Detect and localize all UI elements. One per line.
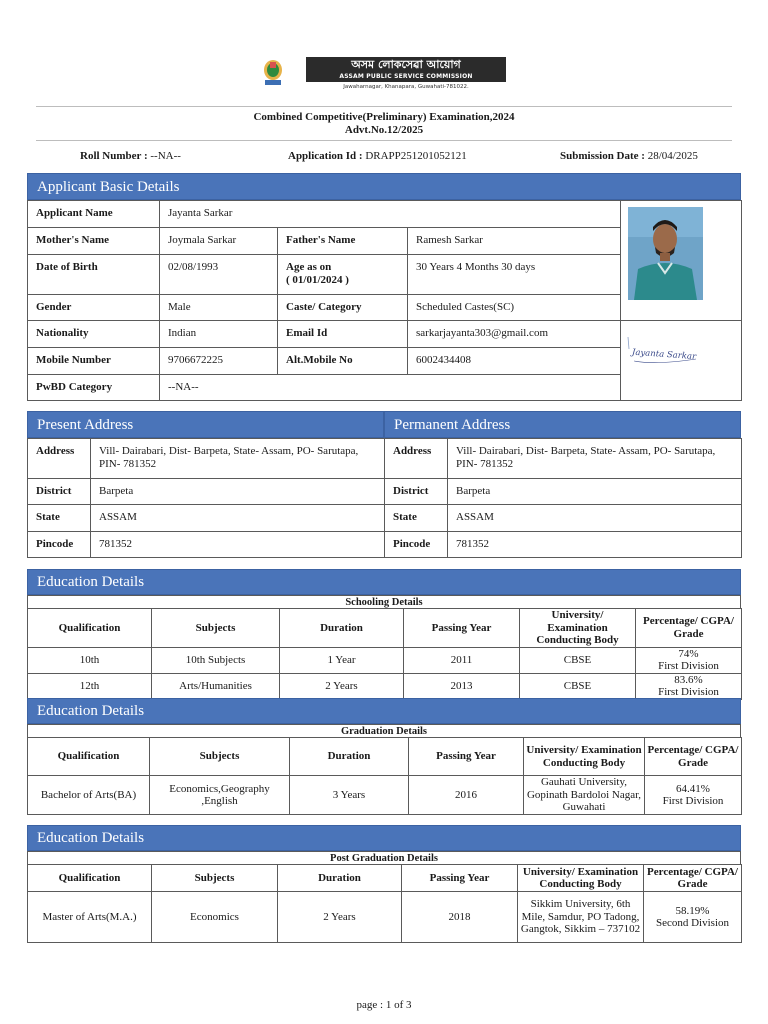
cell-qualification: 12th (28, 673, 152, 699)
dob-label: Date of Birth (28, 255, 160, 295)
mobile-label: Mobile Number (28, 348, 160, 375)
applicant-name-label: Applicant Name (28, 201, 160, 228)
cell-subjects: Economics,Geography ,English (150, 776, 290, 815)
permanent-address-label: Address (385, 439, 448, 479)
present-address-label: Address (28, 439, 91, 479)
table-row (28, 892, 742, 943)
cell-passing-year: 2013 (404, 673, 520, 699)
apsc-logo (306, 57, 506, 82)
permanent-state-value: ASSAM (448, 505, 742, 532)
application-id-value: DRAPP251201052121 (365, 150, 467, 162)
col-percentage: Percentage/ CGPA/ Grade (636, 609, 742, 648)
caste-label: Caste/ Category (278, 295, 408, 321)
cell-duration: 2 Years (280, 673, 404, 699)
present-district-label: District (28, 479, 91, 505)
nationality-value: Indian (160, 321, 278, 348)
cell-qualification: Bachelor of Arts(BA) (28, 776, 150, 815)
schooling-table (27, 608, 742, 700)
col-passing-year: Passing Year (402, 865, 518, 892)
permanent-address-table (384, 438, 742, 558)
applicant-signature (626, 335, 706, 371)
present-state-value: ASSAM (91, 505, 385, 532)
percentage-value: 58.19% (675, 904, 710, 917)
gender-value: Male (160, 295, 278, 321)
division-value: First Division (658, 686, 719, 698)
cell-passing-year: 2018 (402, 892, 518, 943)
postgrad-table (27, 864, 742, 943)
mother-name-value: Joymala Sarkar (160, 228, 278, 255)
present-district-value: Barpeta (91, 479, 385, 505)
nationality-label: Nationality (28, 321, 160, 348)
divider (36, 140, 732, 141)
advt-number: Advt.No.12/2025 (344, 124, 424, 136)
cell-conducting-body: Gauhati University, Gopinath Bardoloi Nagar, Guwahati (524, 776, 645, 815)
col-passing-year: Passing Year (409, 738, 524, 776)
cell-passing-year: 2011 (404, 647, 520, 673)
schooling-subheading: Schooling Details (27, 595, 741, 608)
alt-mobile-value: 6002434408 (408, 348, 621, 375)
permanent-pincode-value: 781352 (448, 532, 742, 558)
cell-subjects: Economics (152, 892, 278, 943)
col-qualification: Qualification (28, 865, 152, 892)
father-name-value: Ramesh Sarkar (408, 228, 621, 255)
page-header (0, 52, 768, 98)
age-label-line1: Age as on (286, 261, 332, 273)
applicant-photo (628, 207, 703, 300)
col-duration: Duration (278, 865, 402, 892)
permanent-state-label: State (385, 505, 448, 532)
cell-duration: 1 Year (280, 647, 404, 673)
col-conducting-body: University/ Examination Conducting Body (518, 865, 644, 892)
exam-title-block (0, 111, 768, 137)
col-passing-year: Passing Year (404, 609, 520, 648)
col-conducting-body: University/ Examination Conducting Body (524, 738, 645, 776)
percentage-value: 64.41% (676, 782, 710, 795)
applicant-basic-details-heading: Applicant Basic Details (27, 173, 741, 200)
col-duration: Duration (280, 609, 404, 648)
cell-conducting-body: CBSE (520, 673, 636, 699)
mobile-value: 9706672225 (160, 348, 278, 375)
cell-qualification: Master of Arts(M.A.) (28, 892, 152, 943)
col-subjects: Subjects (152, 865, 278, 892)
pwbd-label: PwBD Category (28, 375, 160, 401)
father-name-label: Father's Name (278, 228, 408, 255)
page-number: page : 1 of 3 (356, 999, 412, 1011)
roll-number-label: Roll Number : (80, 150, 148, 162)
cell-qualification: 10th (28, 647, 152, 673)
graduation-heading: Education Details (27, 698, 741, 724)
present-address-heading: Present Address (27, 411, 384, 438)
schooling-heading: Education Details (27, 569, 741, 595)
permanent-district-label: District (385, 479, 448, 505)
col-qualification: Qualification (28, 738, 150, 776)
cell-percentage (636, 673, 742, 699)
present-state-label: State (28, 505, 91, 532)
org-name-assamese: অসম লোকসেৱা আয়োগ (351, 58, 461, 71)
postgrad-subheading: Post Graduation Details (27, 851, 741, 864)
mother-name-label: Mother's Name (28, 228, 160, 255)
cell-duration: 3 Years (290, 776, 409, 815)
applicant-basic-table (27, 200, 742, 401)
col-percentage: Percentage/ CGPA/ Grade (644, 865, 742, 892)
roll-number (80, 149, 181, 163)
table-row (28, 776, 742, 815)
cell-percentage (644, 892, 742, 943)
graduation-subheading: Graduation Details (27, 724, 741, 737)
present-pincode-value: 781352 (91, 532, 385, 558)
svg-text:Jayanta Sarkar: Jayanta Sarkar (631, 347, 697, 363)
cell-duration: 2 Years (278, 892, 402, 943)
application-id-label: Application Id : (288, 150, 363, 162)
col-qualification: Qualification (28, 609, 152, 648)
exam-title: Combined Competitive(Preliminary) Examination,2024 (253, 111, 515, 123)
submission-date-label: Submission Date : (560, 150, 645, 162)
cell-passing-year: 2016 (409, 776, 524, 815)
table-row (28, 673, 742, 699)
cell-subjects: 10th Subjects (152, 647, 280, 673)
present-address-table (27, 438, 385, 558)
dob-value: 02/08/1993 (160, 255, 278, 295)
postgrad-heading: Education Details (27, 825, 741, 851)
table-row (28, 647, 742, 673)
cell-percentage (636, 647, 742, 673)
col-conducting-body: University/ Examination Conducting Body (520, 609, 636, 648)
cell-percentage (645, 776, 742, 815)
org-address: Jawaharnagar, Khanapara, Guwahati-781022. (343, 84, 469, 90)
pwbd-value: --NA-- (160, 375, 621, 401)
division-value: First Division (662, 795, 724, 807)
permanent-district-value: Barpeta (448, 479, 742, 505)
caste-value: Scheduled Castes(SC) (408, 295, 621, 321)
cell-subjects: Arts/Humanities (152, 673, 280, 699)
submission-date (560, 149, 698, 163)
permanent-address-value: Vill- Dairabari, Dist- Barpeta, State- Assam, PO- Sarutapa, PIN- 781352 (448, 439, 742, 479)
col-percentage: Percentage/ CGPA/ Grade (645, 738, 742, 776)
applicant-name-value: Jayanta Sarkar (160, 201, 621, 228)
submission-date-value: 28/04/2025 (647, 150, 698, 162)
gender-label: Gender (28, 295, 160, 321)
percentage-value: 83.6% (674, 673, 703, 686)
percentage-value: 74% (678, 647, 699, 660)
apsc-emblem-icon (260, 58, 286, 88)
cell-conducting-body: CBSE (520, 647, 636, 673)
present-pincode-label: Pincode (28, 532, 91, 558)
cell-conducting-body: Sikkim University, 6th Mile, Samdur, PO Tadong, Gangtok, Sikkim – 737102 (518, 892, 644, 943)
roll-number-value: --NA-- (150, 150, 181, 162)
photo-cell (621, 201, 742, 321)
age-label-line2: ( 01/01/2024 ) (286, 274, 349, 286)
alt-mobile-label: Alt.Mobile No (278, 348, 408, 375)
signature-cell (621, 321, 742, 401)
col-subjects: Subjects (150, 738, 290, 776)
col-duration: Duration (290, 738, 409, 776)
email-value: sarkarjayanta303@gmail.com (408, 321, 621, 348)
present-address-value: Vill- Dairabari, Dist- Barpeta, State- Assam, PO- Sarutapa, PIN- 781352 (91, 439, 385, 479)
division-value: Second Division (655, 917, 730, 929)
col-subjects: Subjects (152, 609, 280, 648)
age-label (278, 255, 408, 295)
application-id (288, 149, 467, 163)
age-value: 30 Years 4 Months 30 days (408, 255, 621, 295)
permanent-pincode-label: Pincode (385, 532, 448, 558)
division-value: First Division (658, 660, 719, 672)
divider (36, 106, 732, 107)
email-label: Email Id (278, 321, 408, 348)
org-name-english: ASSAM PUBLIC SERVICE COMMISSION (339, 73, 473, 80)
permanent-address-heading: Permanent Address (384, 411, 741, 438)
graduation-table (27, 737, 742, 815)
